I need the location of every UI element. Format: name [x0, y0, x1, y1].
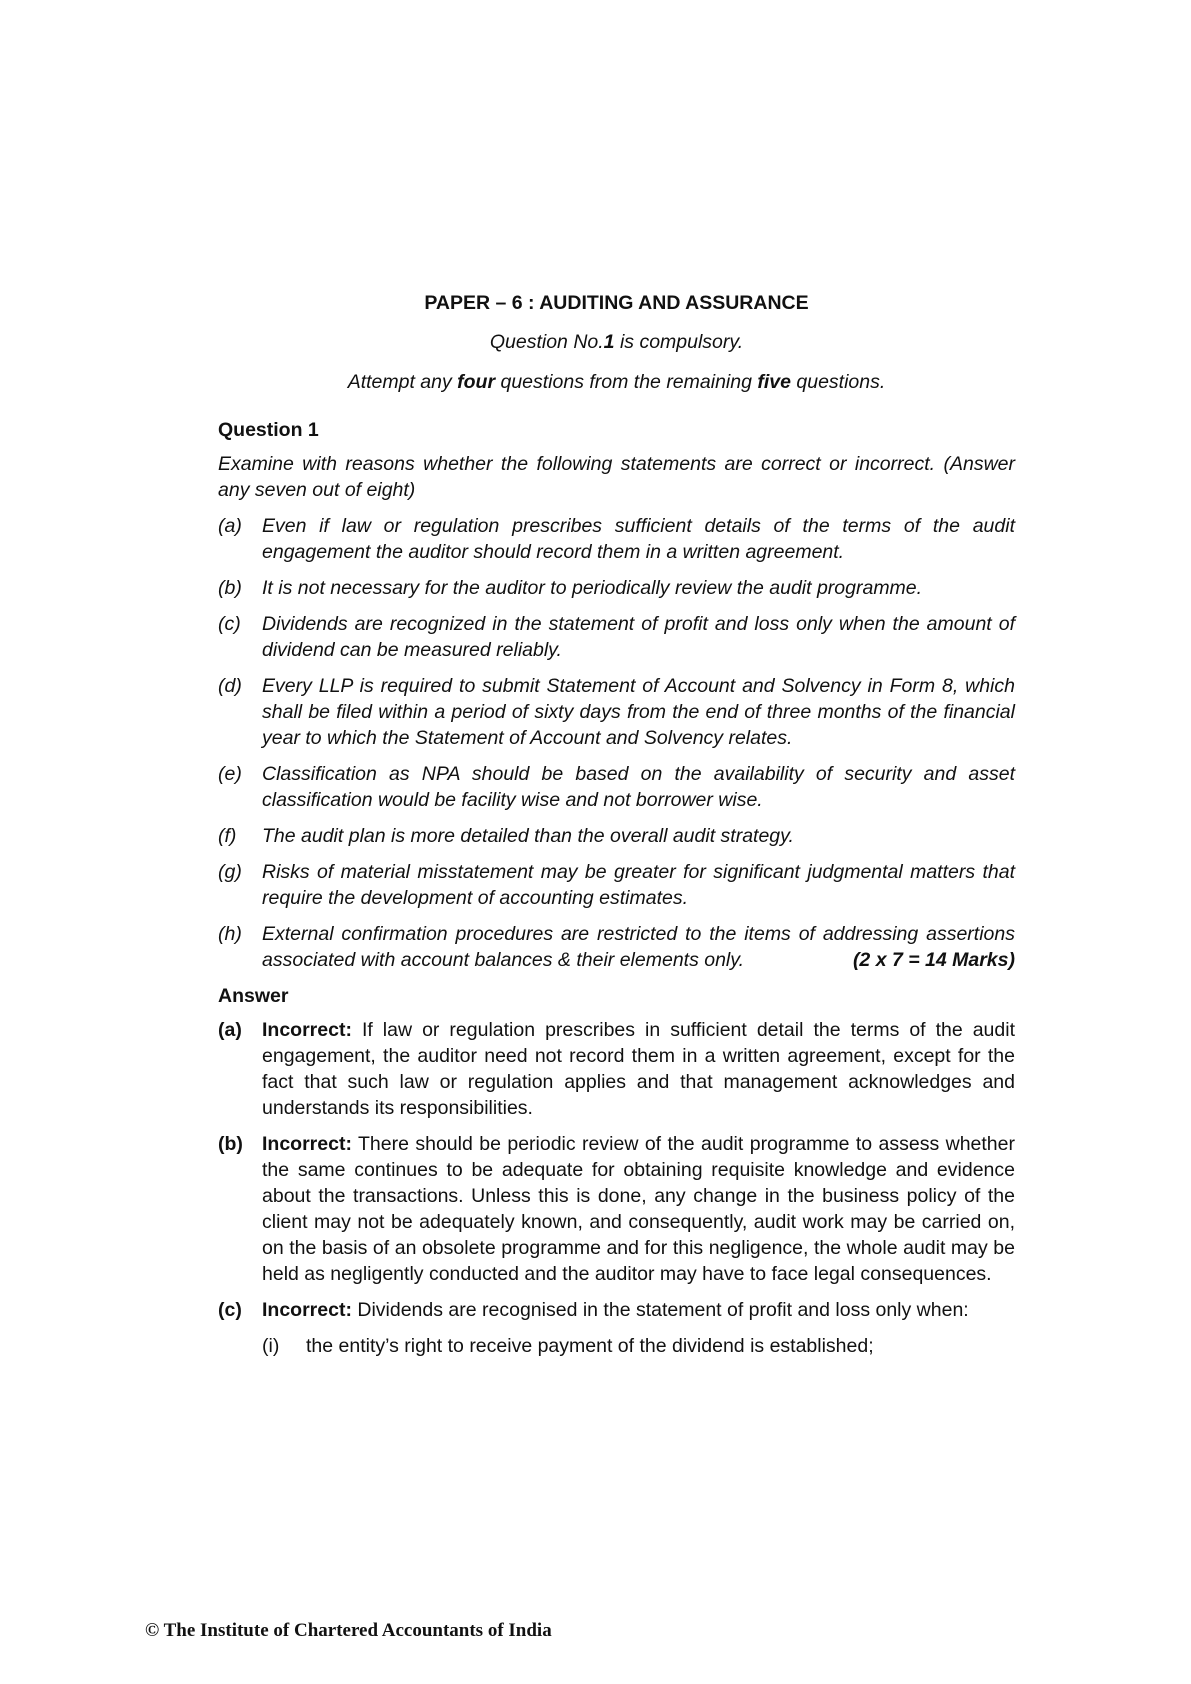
question-item [218, 761, 1015, 813]
item-label: (a) [218, 1019, 242, 1041]
question-heading: Question 1 [218, 419, 319, 441]
marks-allocation: (2 x 7 = 14 Marks) [852, 949, 1015, 971]
item-text: External confirmation procedures are restricted to the items of addressing assertions associated with account balances & their elements only. [262, 923, 1015, 971]
item-text: Risks of material misstatement may be greater for significant judgmental matters that require the development of accounting estimates. [262, 861, 1015, 909]
question-item [218, 611, 1015, 663]
item-label: (a) [218, 515, 242, 537]
item-label: (c) [218, 1299, 242, 1321]
item-label: (g) [218, 861, 242, 883]
note-emphasis: four [457, 371, 496, 393]
note-number: 1 [603, 331, 615, 353]
answer-subitem [218, 1333, 1015, 1359]
item-text: Classification as NPA should be based on the availability of security and asset classification would be facility wise and not borrower wise. [262, 763, 1015, 811]
item-label: (e) [218, 763, 242, 785]
answer-section [218, 983, 1015, 1359]
answer-heading: Answer [218, 985, 289, 1007]
note-text: Attempt any [347, 371, 458, 393]
question-item [218, 823, 1015, 849]
item-text: There should be periodic review of the audit programme to assess whether the same continues to be adequate for obtaining requisite knowledge and evidence about the transactions. Unless this is done, any change in the business policy of the client may not be adequately known, and consequently, audit work may be carried on, on the basis of an obsolete programme and for this negligence, the whole audit may be held as negligently conducted and the auditor may have to face legal consequences. [262, 1133, 1015, 1285]
answer-verdict: Incorrect: [262, 1133, 352, 1155]
question-intro: Examine with reasons whether the following statements are correct or incorrect. (Answer any seven out of eight) [218, 453, 1015, 501]
item-label: (h) [218, 923, 242, 945]
item-text: It is not necessary for the auditor to periodically review the audit programme. [262, 577, 923, 599]
question-item [218, 575, 1015, 601]
question-item [218, 673, 1015, 751]
note-text: questions. [790, 371, 886, 393]
attempt-note [218, 369, 1015, 395]
item-text: The audit plan is more detailed than the overall audit strategy. [262, 825, 794, 847]
item-label: (d) [218, 675, 242, 697]
copyright-footer: © The Institute of Chartered Accountants of India [145, 1620, 552, 1641]
item-label: (b) [218, 1133, 243, 1155]
question-section [218, 417, 1015, 973]
item-text: Even if law or regulation prescribes sufficient details of the terms of the audit engagement the auditor should record them in a written agreement. [262, 515, 1015, 563]
item-label: (c) [218, 613, 241, 635]
item-text: Dividends are recognised in the statement of profit and loss only when: [351, 1299, 969, 1321]
item-text: If law or regulation prescribes in sufficient detail the terms of the audit engagement, the auditor need not record them in a written agreement, except for the fact that such law or regulation applies and that management acknowledges and understands its responsibilities. [262, 1019, 1015, 1119]
answer-verdict: Incorrect: [262, 1019, 352, 1041]
question-item [218, 921, 1015, 973]
question-item [218, 513, 1015, 565]
subitem-label: (i) [262, 1335, 280, 1357]
answer-item [218, 1017, 1015, 1121]
answer-item [218, 1297, 1015, 1323]
compulsory-note [218, 329, 1015, 355]
note-text: Question No. [489, 331, 604, 353]
answer-item [218, 1131, 1015, 1287]
note-text: is compulsory. [614, 331, 744, 353]
question-item [218, 859, 1015, 911]
answer-verdict: Incorrect: [262, 1299, 352, 1321]
item-text: Every LLP is required to submit Statement of Account and Solvency in Form 8, which shall be filed within a period of sixty days from the end of three months of the financial year to which the Statement of Account and Solvency relates. [262, 675, 1015, 749]
page-content [218, 290, 1015, 1369]
item-label: (b) [218, 577, 242, 599]
item-text: Dividends are recognized in the statement of profit and loss only when the amount of dividend can be measured reliably. [262, 613, 1015, 661]
note-text: questions from the remaining [495, 371, 758, 393]
paper-title: PAPER – 6 : AUDITING AND ASSURANCE [424, 292, 809, 314]
item-label: (f) [218, 825, 237, 847]
note-emphasis: five [757, 371, 791, 393]
subitem-text: the entity’s right to receive payment of the dividend is established; [306, 1335, 874, 1357]
